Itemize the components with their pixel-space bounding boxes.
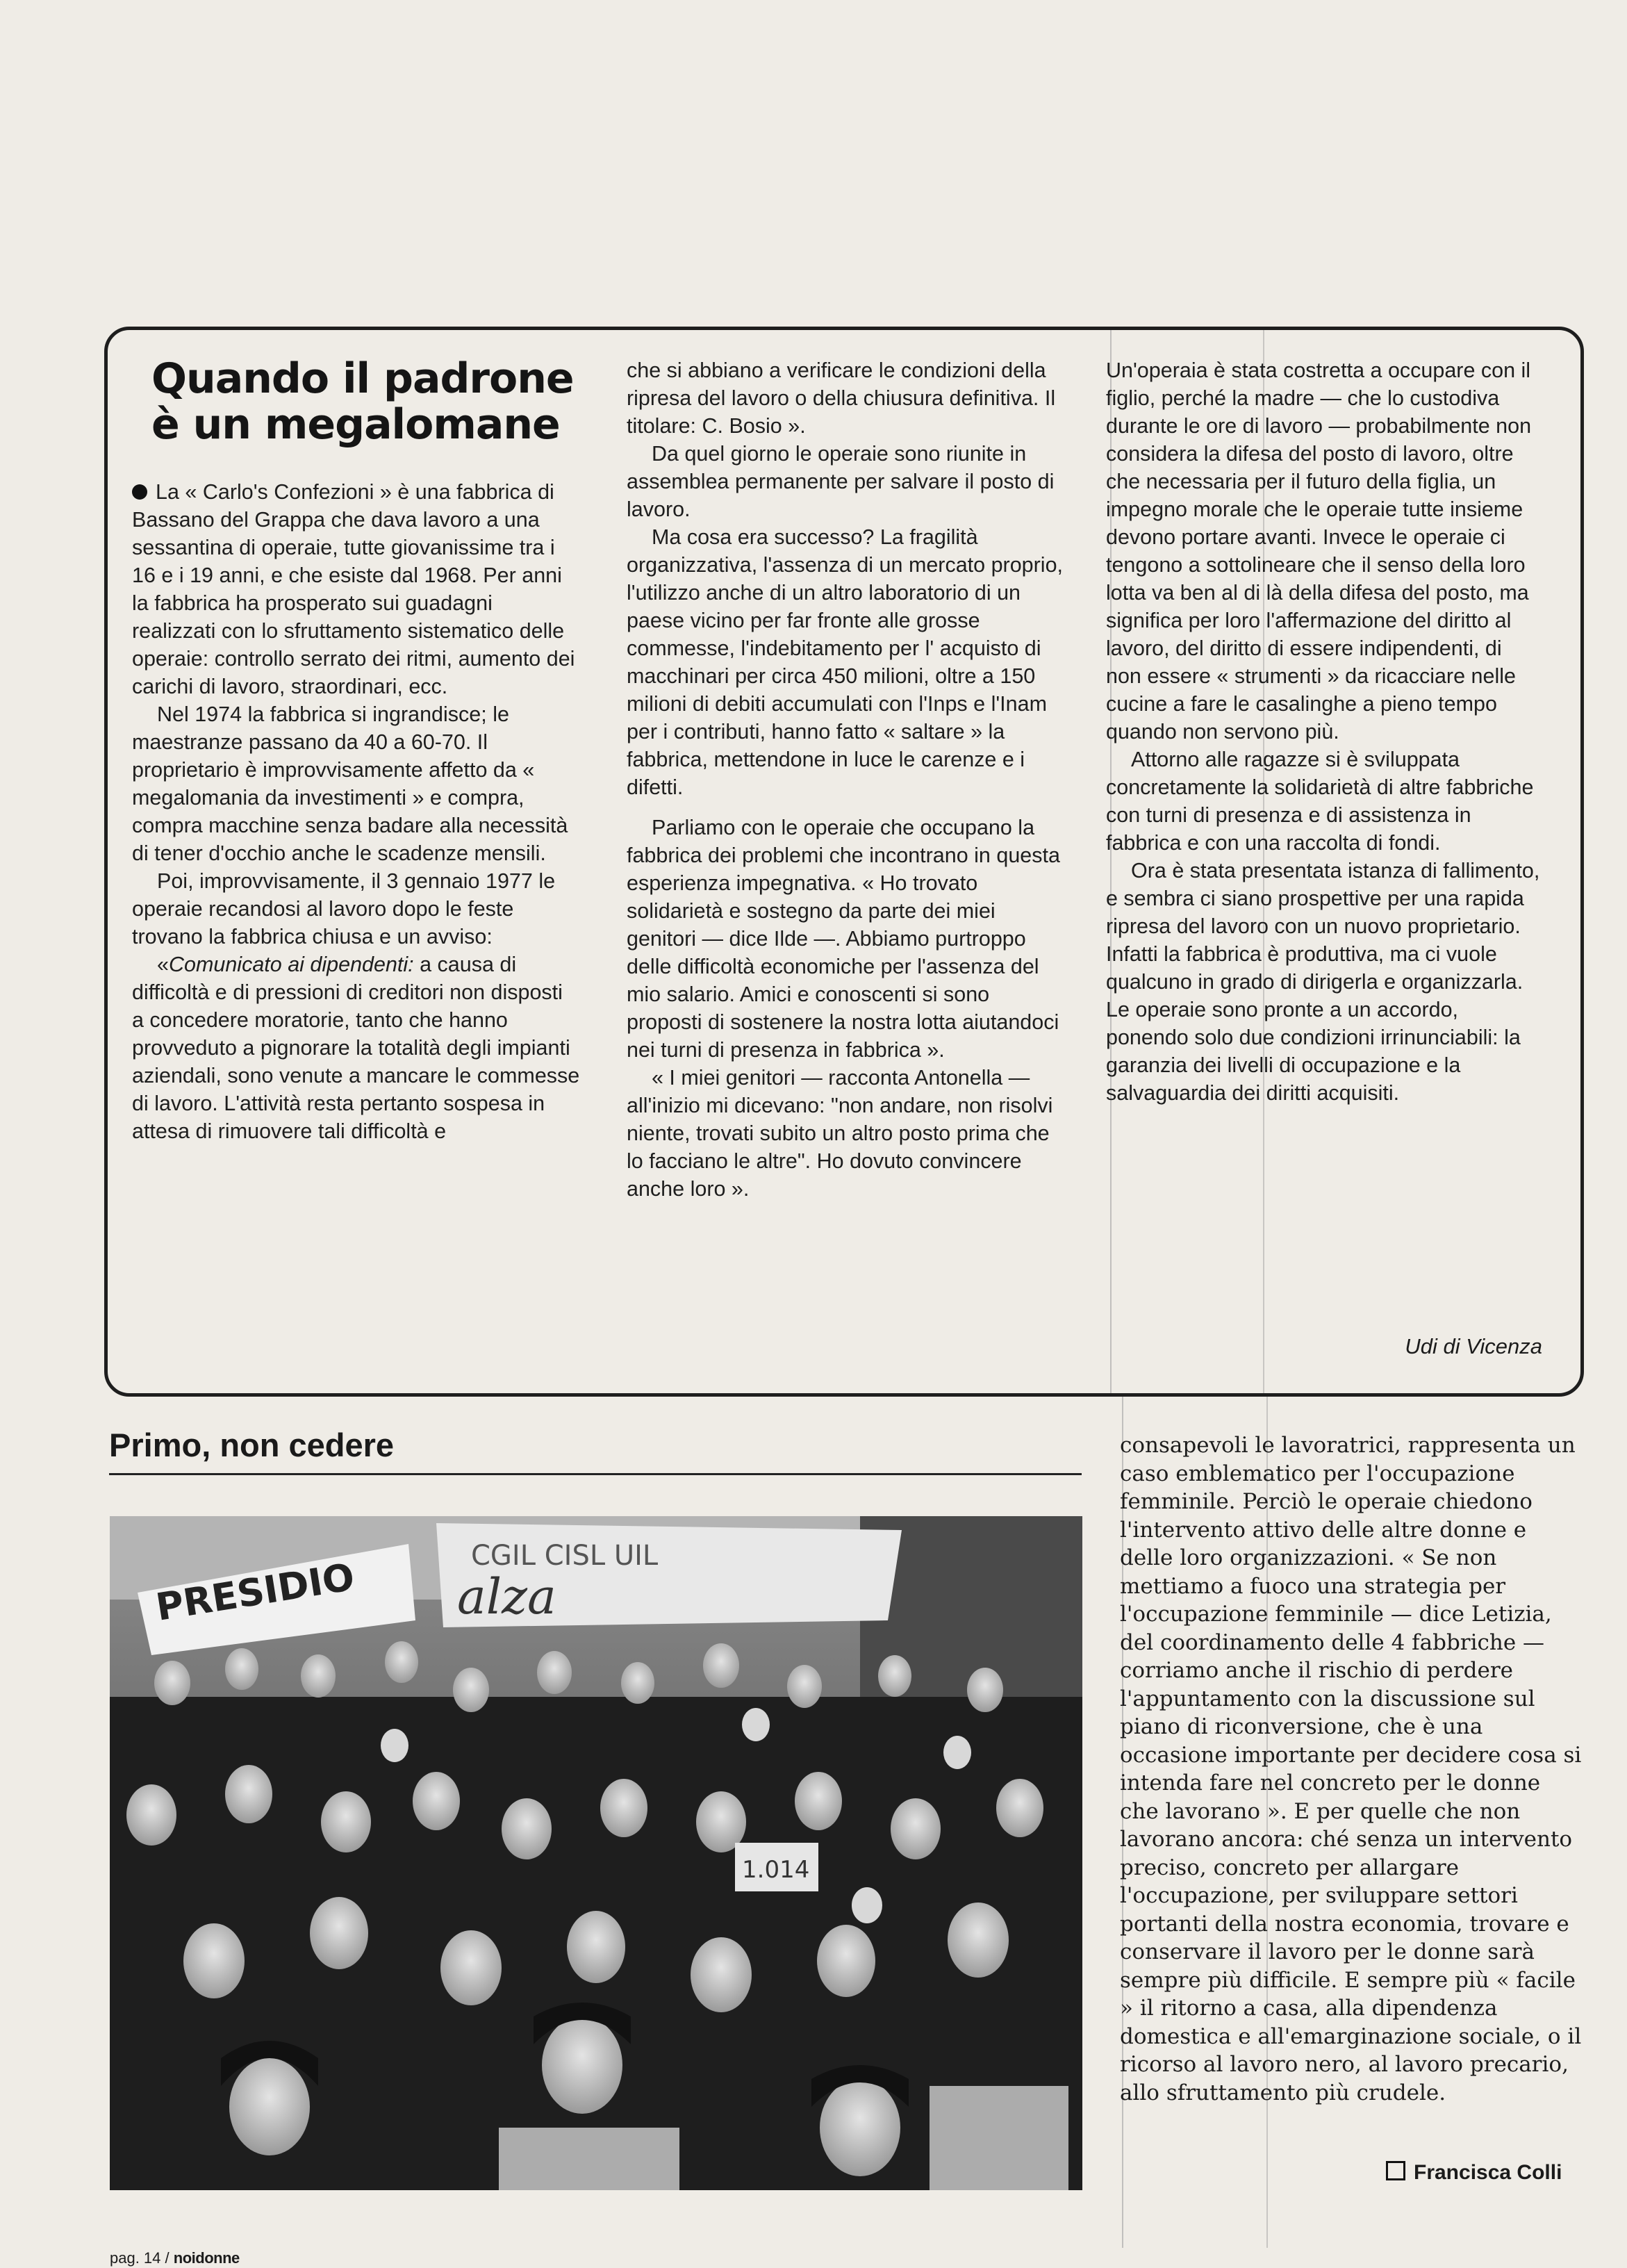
article-column-3 bbox=[1106, 356, 1540, 1107]
banner-text: PRESIDIO bbox=[153, 1554, 358, 1629]
paragraph: Da quel giorno le operaie sono riunite in assemblea permanente per salvare il posto di lavoro. bbox=[627, 442, 1055, 521]
paragraph: La « Carlo's Confezioni » è una fabbrica di Bassano del Grappa che dava lavoro a una sessantina di operaie, tutte giovanissime tra i 16 e i 19 anni, e che esiste dal 1968. Per anni la fabbrica ha prosperato sui guadagni realizzati con lo sfruttamento sistematico delle operaie: controllo serrato dei ritmi, aumento dei carichi di lavoro, straordinari, ecc. bbox=[132, 480, 575, 698]
page-footer bbox=[110, 2250, 240, 2267]
banner-union-text: CGIL CISL UIL bbox=[471, 1540, 659, 1572]
banner-word: alza bbox=[457, 1568, 556, 1625]
paragraph: Attorno alle ragazze si è sviluppata concretamente la solidarietà di altre fabbriche con turni di presenza e di assistenza in fabbrica e con una raccolta di fondi. bbox=[1106, 748, 1534, 855]
article-title: Quando il padrone è un megalomane bbox=[151, 354, 574, 449]
paragraph: Ma cosa era successo? La fragilità organizzativa, l'assenza di un mercato proprio, l'utilizzo anche di un altro laboratorio di un paese vicino per far fronte alle grosse commesse, l'indebitamento per l' acquisto di macchinari per circa 450 milioni, oltre a 150 milioni di debiti accumulati con l'Inps e l'Inam per i contributi, hanno fatto « saltare » la fabbrica, mettendone in luce le carenze e i difetti. bbox=[627, 525, 1064, 799]
author-name: Francisca Colli bbox=[1414, 2161, 1562, 2184]
article-column-1 bbox=[132, 478, 580, 1145]
title-rule bbox=[109, 1473, 1082, 1475]
protest-photo bbox=[110, 1516, 1082, 2190]
magazine-name: noidonne bbox=[173, 2249, 240, 2267]
article-column-2 bbox=[627, 356, 1064, 1203]
notice-label: Comunicato ai dipendenti: bbox=[168, 953, 414, 976]
page-number: pag. 14 / bbox=[110, 2249, 170, 2267]
paragraph: Ora è stata presentata istanza di fallimento, e sembra ci siano prospettive per una rapida ripresa del lavoro con un nuovo proprietario. Infatti la fabbrica è produttiva, ma ci vuole qualcuno in grado di dirigerla e organizzarla. Le operaie sono pronte a un accordo, ponendo solo due condizioni irrinunciabili: la garanzia dei livelli di occupazione e la salvaguardia dei diritti acquisiti. bbox=[1106, 859, 1540, 1105]
protest-sign-text: 1.014 bbox=[742, 1856, 810, 1884]
author-signature bbox=[1386, 2159, 1562, 2187]
article-signature: Udi di Vicenza bbox=[1405, 1334, 1542, 1358]
paragraph: Nel 1974 la fabbrica si ingrandisce; le maestranze passano da 40 a 60-70. Il proprietario è improvvisamente affetto da « megalomania da investimenti » e compra, compra macchine senza badare alla necessità di tener d'occhio anche le scadenze mensili. bbox=[132, 702, 568, 865]
notice-text: a causa di difficoltà e di pressioni di creditori non disposti a concedere moratorie, tanto che hanno provveduto a pignorare la totalità degli impianti aziendali, sono venute a mancare le commesse di lavoro. L'attività resta pertanto sospesa in attesa di rimuovere tali difficoltà e bbox=[132, 953, 580, 1143]
bullet-icon bbox=[132, 484, 147, 500]
paragraph: Parliamo con le operaie che occupano la fabbrica dei problemi che incontrano in questa esperienza impegnativa. « Ho trovato solidarietà e sostegno da parte dei miei genitori — dice Ilde —. Abbiamo purtroppo delle difficoltà economiche per l'assenza del mio salario. Amici e conoscenti si sono proposti di sostenere la nostra lotta aiutandoci nei turni di presenza in fabbrica ». bbox=[627, 816, 1060, 1062]
notice-paragraph: «Comunicato ai dipendenti: a causa di difficoltà e di pressioni di creditori non disposti a concedere moratorie, tanto che hanno provveduto a pignorare la totalità degli impianti aziendali, sono venute a mancare le commesse di lavoro. L'attività resta pertanto sospesa in attesa di rimuovere tali difficoltà e bbox=[132, 953, 580, 1143]
square-icon bbox=[1386, 2161, 1405, 2180]
paragraph: Un'operaia è stata costretta a occupare con il figlio, perché la madre — che lo custodiva durante le ore di lavoro — probabilmente non considera la difesa del posto di lavoro, oltre che necessaria per il futuro della figlia, un impegno morale che le operaie tutte insieme devono portare avanti. Invece le operaie ci tengono a sottolineare che il senso della loro lotta va ben al di là della difesa del posto, ma significa per loro l'affermazione del diritto al lavoro, del diritto di essere indipendenti, di non essere « strumenti » da ricacciare nelle cucine a fare le casalinghe a pieno tempo quando non servono più. bbox=[1106, 359, 1532, 743]
article-body: consapevoli le lavoratrici, rappresenta un caso emblematico per l'occupazione femminile. Perciò le operaie chiedono l'intervento attivo delle altre donne e delle loro organizzazioni. « Se non mettiamo a fuoco una strategia per l'occupazione femminile — dice Letizia, del coordinamento delle 4 fabbriche — corriamo anche il rischio di perdere l'appuntamento con la discussione sul piano di riconversione, che è una occasione importante per decidere cosa si intenda fare nel concreto per le donne che lavorano ». E per quelle che non lavorano ancora: ché senza un intervento preciso, concreto per allargare l'occupazione, per sviluppare settori portanti della nostra economia, trovare e conservare il lavoro per le donne sarà sempre più difficile. E sempre più « facile » il ritorno a casa, alla dipendenza domestica e all'emarginazione sociale, o il ricorso al lavoro nero, al lavoro precario, allo sfruttamento più crudele. bbox=[1120, 1433, 1582, 2105]
paragraph: che si abbiano a verificare le condizioni della ripresa del lavoro o della chiusura definitiva. Il titolare: C. Bosio ». bbox=[627, 359, 1056, 438]
paragraph: Poi, improvvisamente, il 3 gennaio 1977 le operaie recandosi al lavoro dopo le feste trovano la fabbrica chiusa e un avviso: bbox=[132, 869, 556, 948]
protest-photo-image bbox=[110, 1516, 1082, 2190]
paragraph: « I miei genitori — racconta Antonella — all'inizio mi dicevano: "non andare, non risolvi niente, trovati subito un altro posto prima che lo facciano le altre". Ho dovuto convincere anche loro ». bbox=[627, 1066, 1053, 1201]
article-title: Primo, non cedere bbox=[109, 1427, 395, 1463]
